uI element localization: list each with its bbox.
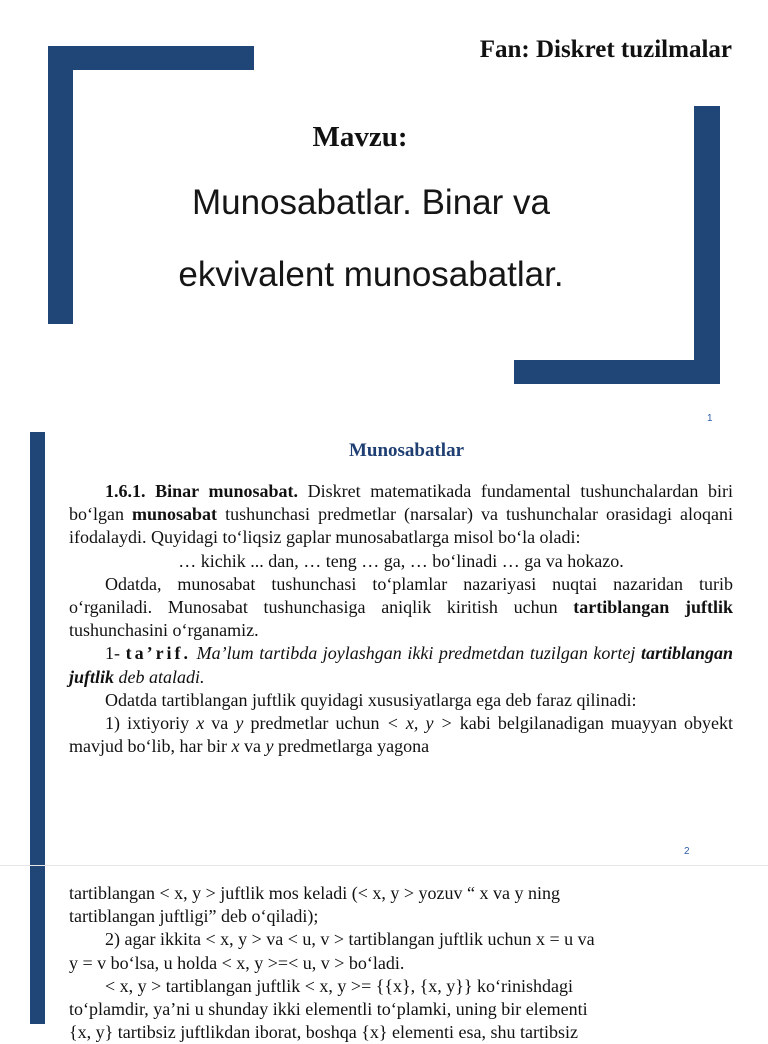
definition-text: Ma’lum tartibda joylashgan ikki predmetdan tuzilgan kortej — [191, 643, 641, 664]
definition-paragraph — [69, 642, 733, 688]
text-line: y = v bo‘lsa, u holda < x, y >=< u, v > bo‘ladi. — [69, 952, 405, 973]
text: predmetlar uchun — [243, 713, 387, 734]
topic-label: Mavzu: — [312, 121, 408, 153]
math-var: x — [196, 713, 205, 734]
slide-heading: Munosabatlar — [348, 440, 465, 461]
section-number: 1.6.1. Binar munosabat. — [105, 481, 298, 501]
text: kabi belgilanadigan muayyan obyekt mavjud bo‘lib, har bir — [69, 713, 733, 757]
math-var: x — [231, 736, 240, 757]
text: va — [239, 736, 266, 757]
text: va — [204, 713, 236, 734]
text-line: 2) agar ikkita < x, y > va < u, v > tartiblangan juftlik uchun x = u va — [105, 929, 595, 950]
page-number: 1 — [707, 413, 713, 424]
text: tushunchasini o‘rganamiz. — [69, 620, 259, 641]
title-slide — [0, 0, 768, 432]
subject-label: Fan: Diskret tuzilmalar — [479, 36, 732, 63]
math-pair: < x, y > — [386, 713, 453, 734]
page-number: 2 — [684, 846, 690, 857]
content-slide — [0, 432, 768, 865]
examples-line: … kichik ... dan, … teng … ga, … bo‘linadi … ga va hokazo. — [178, 550, 624, 571]
text: tushunchasi predmetlar (narsalar) va tushunchalar orasidagi aloqani ifodalaydi. Quyidagi to‘liqsiz gaplar munosabatlarga misol bo‘la oladi: — [69, 504, 734, 548]
bold-term: tartiblangan juftlik — [69, 643, 733, 687]
property-1 — [69, 712, 733, 758]
slide-title-line-1: Munosabatlar. Binar va — [192, 183, 550, 222]
text: Odatda, munosabat tushunchasi to‘plamlar nazariyasi nuqtai nazaridan turib o‘rganiladi. Munosabat tushunchasiga aniqlik kiritish uchun — [69, 573, 733, 618]
text-line: {x, y} tartibsiz juftlikdan iborat, boshqa {x} elementi esa, shu tartibsiz — [69, 1022, 578, 1043]
document-body — [69, 882, 733, 1044]
definition-number: 1- — [105, 643, 126, 664]
document-body — [69, 480, 733, 758]
paragraph-properties: Odatda tartiblangan juftlik quyidagi xususiyatlarga ega deb faraz qilinadi: — [105, 689, 637, 710]
bold-term: munosabat — [132, 504, 218, 525]
text-line: tartiblangan juftligi” deb o‘qiladi); — [69, 906, 319, 927]
text-line: to‘plamdir, ya’ni u shunday ikki elementli to‘plamki, uning bir elementi — [69, 999, 588, 1020]
text: predmetlarga yagona — [273, 736, 430, 757]
definition-text: deb ataladi. — [114, 666, 205, 687]
paragraph-binary-relation — [69, 480, 733, 550]
content-slide-continued — [0, 866, 768, 1043]
text-line: tartiblangan < x, y > juftlik mos keladi (< x, y > yozuv “ x va y ning — [69, 883, 561, 903]
definition-label: ta’rif. — [125, 643, 192, 664]
text: Diskret matematikada fundamental tushunchalardan biri bo‘lgan — [69, 481, 734, 525]
bold-term: tartiblangan juftlik — [573, 597, 733, 618]
slide-title-line-2: ekvivalent munosabatlar. — [178, 255, 564, 294]
paragraph-ordered-pair-intro — [69, 573, 733, 643]
math-var: y — [265, 736, 274, 757]
text-line: < x, y > tartiblangan juftlik < x, y >= {{x}, {x, y}} ko‘rinishdagi — [105, 975, 574, 996]
math-var: y — [235, 713, 244, 734]
text: 1) ixtiyoriy — [105, 713, 197, 734]
